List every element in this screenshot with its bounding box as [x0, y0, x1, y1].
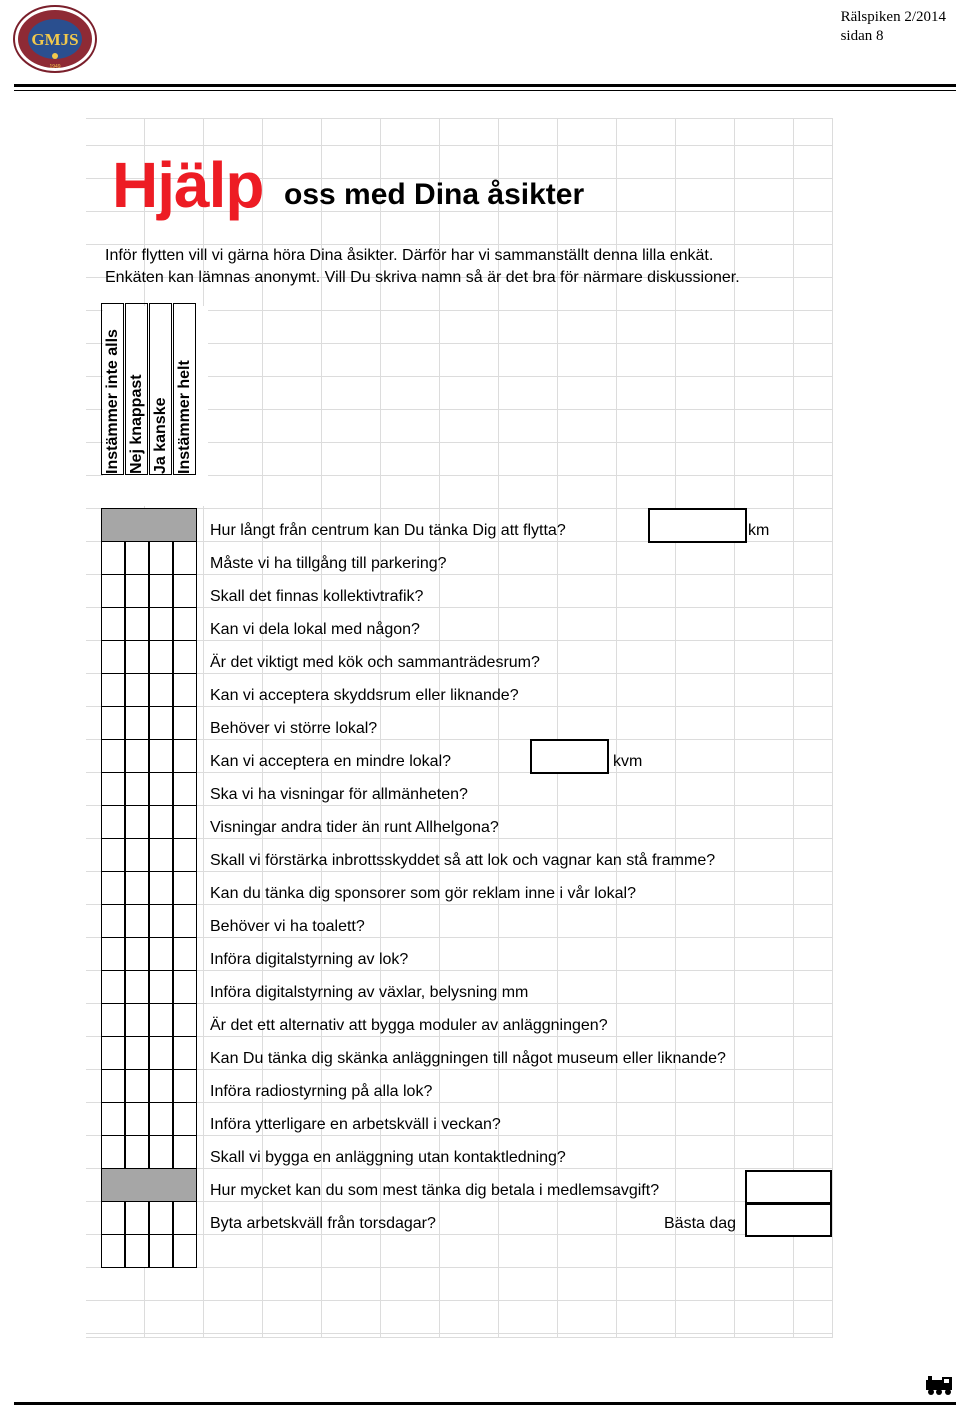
- response-checkbox[interactable]: [149, 739, 173, 773]
- response-checkbox[interactable]: [125, 706, 149, 740]
- distance-input[interactable]: [648, 508, 747, 543]
- question-16: Är det ett alternativ att bygga moduler av anläggningen?: [210, 1017, 608, 1034]
- response-checkbox[interactable]: [125, 970, 149, 1004]
- question-9: Ska vi ha visningar för allmänheten?: [210, 786, 468, 803]
- response-checkbox[interactable]: [149, 805, 173, 839]
- response-checkbox[interactable]: [125, 1201, 149, 1235]
- page-number: sidan 8: [840, 28, 884, 44]
- response-checkbox[interactable]: [101, 871, 125, 905]
- response-checkbox[interactable]: [173, 640, 197, 674]
- response-checkbox[interactable]: [125, 541, 149, 575]
- question-4: Kan vi dela lokal med någon?: [210, 621, 420, 638]
- disabled-row-bar: [101, 1168, 197, 1202]
- response-checkbox[interactable]: [125, 838, 149, 872]
- question-13: Behöver vi ha toalett?: [210, 918, 365, 935]
- gmjs-logo: [13, 5, 97, 73]
- header-rule: [14, 84, 956, 87]
- response-checkbox[interactable]: [101, 805, 125, 839]
- response-checkbox[interactable]: [101, 970, 125, 1004]
- response-checkbox[interactable]: [149, 673, 173, 707]
- response-checkbox[interactable]: [125, 805, 149, 839]
- response-checkbox[interactable]: [101, 574, 125, 608]
- intro-line-2: Enkäten kan lämnas anonymt. Vill Du skriva namn så är det bra för närmare diskussioner.: [105, 269, 740, 286]
- response-checkbox[interactable]: [101, 706, 125, 740]
- response-checkbox[interactable]: [173, 1069, 197, 1103]
- response-checkbox[interactable]: [173, 706, 197, 740]
- question-19: Införa ytterligare en arbetskväll i veckan?: [210, 1116, 501, 1133]
- response-checkbox[interactable]: [149, 937, 173, 971]
- response-checkbox[interactable]: [101, 1102, 125, 1136]
- response-checkbox[interactable]: [173, 607, 197, 641]
- response-checkbox[interactable]: [149, 1069, 173, 1103]
- question-7: Behöver vi större lokal?: [210, 720, 378, 737]
- response-checkbox[interactable]: [173, 1036, 197, 1070]
- response-checkbox[interactable]: [125, 607, 149, 641]
- response-checkbox[interactable]: [101, 1003, 125, 1037]
- response-checkbox[interactable]: [125, 1003, 149, 1037]
- intro-line-1: Inför flytten vill vi gärna höra Dina åsikter. Därför har vi sammanställt denna lilla enkät.: [105, 247, 714, 264]
- response-checkbox[interactable]: [125, 1234, 149, 1268]
- response-checkbox[interactable]: [125, 1069, 149, 1103]
- response-checkbox[interactable]: [149, 871, 173, 905]
- response-checkbox[interactable]: [173, 739, 197, 773]
- response-checkbox[interactable]: [173, 541, 197, 575]
- response-checkbox[interactable]: [173, 1201, 197, 1235]
- header-info: [841, 8, 946, 46]
- response-checkbox[interactable]: [173, 904, 197, 938]
- unit-kvm: kvm: [613, 753, 643, 770]
- response-checkbox[interactable]: [149, 1102, 173, 1136]
- response-checkbox[interactable]: [125, 739, 149, 773]
- response-checkbox[interactable]: [125, 574, 149, 608]
- response-checkbox[interactable]: [149, 1003, 173, 1037]
- response-checkbox[interactable]: [101, 904, 125, 938]
- response-checkbox[interactable]: [125, 640, 149, 674]
- unit-km: km: [748, 522, 770, 539]
- response-checkbox[interactable]: [101, 640, 125, 674]
- response-checkbox[interactable]: [125, 673, 149, 707]
- response-checkbox[interactable]: [125, 772, 149, 806]
- response-checkbox[interactable]: [125, 937, 149, 971]
- question-12: Kan du tänka dig sponsorer som gör reklam inne i vår lokal?: [210, 885, 636, 902]
- response-checkbox[interactable]: [173, 673, 197, 707]
- title-sub: oss med Dina åsikter: [284, 178, 585, 211]
- question-3: Skall det finnas kollektivtrafik?: [210, 588, 424, 605]
- response-checkbox[interactable]: [101, 838, 125, 872]
- svg-text:GMJS: GMJS: [31, 30, 79, 49]
- question-11: Skall vi förstärka inbrottsskyddet så att lok och vagnar kan stå framme?: [210, 852, 716, 869]
- column-header-hardly: Nej knappast: [128, 374, 145, 474]
- response-checkbox[interactable]: [173, 970, 197, 1004]
- response-checkbox[interactable]: [101, 937, 125, 971]
- response-checkbox[interactable]: [173, 1102, 197, 1136]
- response-checkbox[interactable]: [173, 1135, 197, 1169]
- response-checkbox[interactable]: [125, 1135, 149, 1169]
- response-checkbox[interactable]: [125, 1036, 149, 1070]
- question-2: Måste vi ha tillgång till parkering?: [210, 555, 447, 572]
- response-checkbox[interactable]: [149, 1135, 173, 1169]
- response-checkbox[interactable]: [125, 1102, 149, 1136]
- svg-text:1949: 1949: [49, 64, 61, 70]
- response-checkbox[interactable]: [101, 1135, 125, 1169]
- response-checkbox[interactable]: [173, 871, 197, 905]
- response-checkbox[interactable]: [149, 640, 173, 674]
- response-checkbox[interactable]: [149, 970, 173, 1004]
- question-15: Införa digitalstyrning av växlar, belysning mm: [210, 984, 529, 1001]
- response-checkbox[interactable]: [101, 1201, 125, 1235]
- question-1: Hur långt från centrum kan Du tänka Dig att flytta?: [210, 522, 566, 539]
- response-checkbox[interactable]: [149, 772, 173, 806]
- response-checkbox[interactable]: [173, 937, 197, 971]
- response-checkbox[interactable]: [101, 1036, 125, 1070]
- response-checkbox[interactable]: [173, 838, 197, 872]
- question-14: Införa digitalstyrning av lok?: [210, 951, 409, 968]
- response-checkbox[interactable]: [173, 1234, 197, 1268]
- question-17: Kan Du tänka dig skänka anläggningen till något museum eller liknande?: [210, 1050, 726, 1067]
- disabled-row-bar: [101, 508, 197, 542]
- question-18: Införa radiostyrning på alla lok?: [210, 1083, 433, 1100]
- footer-rule: [14, 1402, 956, 1405]
- response-checkbox[interactable]: [149, 1234, 173, 1268]
- question-5: Är det viktigt med kök och sammanträdesrum?: [210, 654, 540, 671]
- response-checkbox[interactable]: [149, 1036, 173, 1070]
- response-checkbox[interactable]: [101, 1069, 125, 1103]
- response-checkbox[interactable]: [101, 541, 125, 575]
- publication-name: Rälspiken 2/2014: [840, 9, 946, 25]
- response-checkbox[interactable]: [173, 805, 197, 839]
- title-main: Hjälp: [112, 149, 264, 221]
- response-checkbox[interactable]: [173, 574, 197, 608]
- header-rule-thin: [14, 90, 956, 91]
- response-checkbox[interactable]: [173, 772, 197, 806]
- question-22: Byta arbetskväll från torsdagar?: [210, 1215, 436, 1232]
- best-day-input[interactable]: [745, 1203, 832, 1237]
- question-6: Kan vi acceptera skyddsrum eller liknande?: [210, 687, 519, 704]
- response-checkbox[interactable]: [101, 1234, 125, 1268]
- column-header-maybe: Ja kanske: [152, 397, 169, 474]
- response-checkbox[interactable]: [125, 871, 149, 905]
- response-checkbox[interactable]: [149, 541, 173, 575]
- question-20: Skall vi bygga en anläggning utan kontaktledning?: [210, 1149, 566, 1166]
- fee-input[interactable]: [745, 1170, 832, 1204]
- response-checkbox[interactable]: [101, 772, 125, 806]
- response-checkbox[interactable]: [149, 838, 173, 872]
- area-input[interactable]: [530, 739, 609, 774]
- column-header-agree: Instämmer helt: [176, 360, 193, 474]
- response-checkbox[interactable]: [125, 904, 149, 938]
- response-checkbox[interactable]: [173, 1003, 197, 1037]
- response-checkbox[interactable]: [149, 607, 173, 641]
- question-10: Visningar andra tider än runt Allhelgona?: [210, 819, 499, 836]
- locomotive-icon: [924, 1374, 956, 1396]
- response-checkbox[interactable]: [101, 673, 125, 707]
- best-day-label: Bästa dag: [664, 1215, 737, 1232]
- response-checkbox[interactable]: [101, 739, 125, 773]
- question-21: Hur mycket kan du som mest tänka dig betala i medlemsavgift?: [210, 1182, 660, 1199]
- question-8: Kan vi acceptera en mindre lokal?: [210, 753, 452, 770]
- response-checkbox[interactable]: [101, 607, 125, 641]
- response-checkbox[interactable]: [149, 574, 173, 608]
- response-checkbox[interactable]: [149, 904, 173, 938]
- response-checkbox[interactable]: [149, 706, 173, 740]
- column-header-disagree: Instämmer inte alls: [104, 329, 121, 474]
- response-checkbox[interactable]: [149, 1201, 173, 1235]
